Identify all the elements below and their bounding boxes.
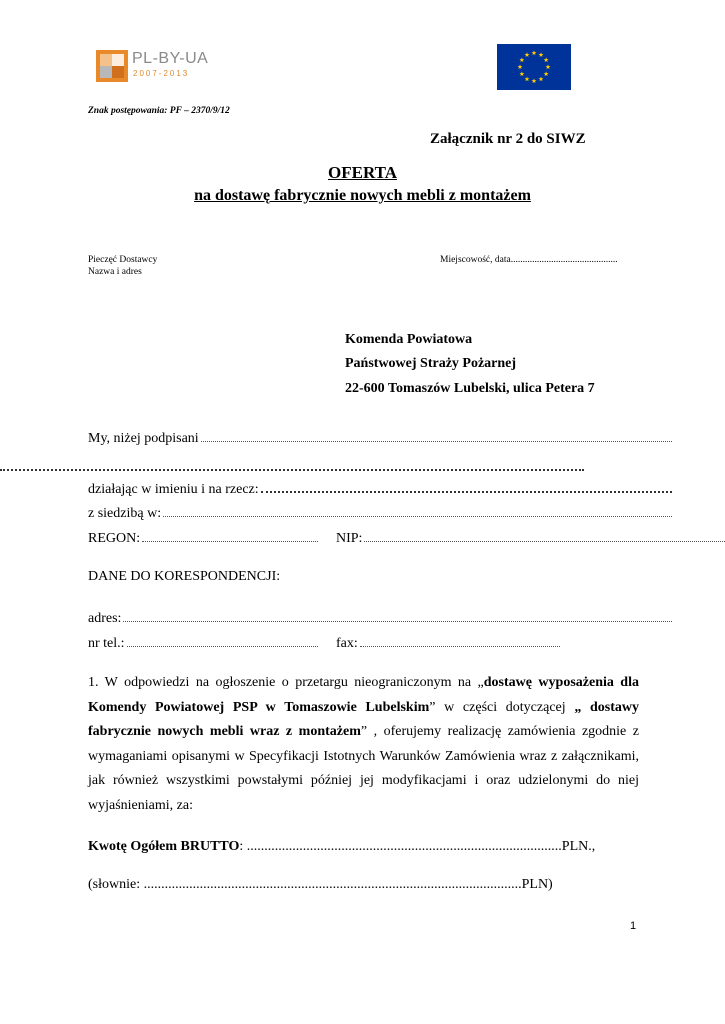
phone-field[interactable] [127,634,318,647]
paragraph-bold-2: „ dostawy fabrycznie nowych mebli wraz z montażem [88,699,640,739]
recipient-line-3: 22-600 Tomaszów Lubelski, ulica Petera 7 [345,381,595,396]
fax-field[interactable] [360,634,560,647]
offer-paragraph [88,671,639,818]
paragraph-text-3: ” , oferujemy realizację zamówienia zgodnie z wymaganiami opisanymi w Specyfikacji Istotnych Warunków Zamówienia wraz z załącznikami, jak również wszystkimi powstałymi później jej modyfikacjami i oraz udzielonymi do niej wyjaśnieniami, za: [88,724,639,813]
regon-row [88,529,318,547]
seat-label: z siedzibą w: [88,506,162,521]
place-date-field: Miejscowość, data............................................. [440,255,618,265]
correspondence-heading [88,569,280,585]
paragraph-text-2: ” w części dotyczącej [429,699,575,715]
nip-field[interactable] [364,529,725,542]
address-row [88,609,672,627]
seat-row [88,504,672,522]
fax-label: fax: [336,636,358,651]
paragraph-text-1: 1. W odpowiedzi na ogłoszenie o przetargu nieograniczonym na „ [88,675,484,690]
amount-in-words-row[interactable]: (słownie: ............................................................................................................PLN) [88,877,553,892]
recipient-line-1: Komenda Powiatowa [345,332,473,347]
page-number: 1 [630,920,637,932]
logo-years: 2007-2013 [133,69,190,78]
phone-label: nr tel.: [88,636,125,651]
signed-continuation-field[interactable] [0,455,584,471]
acting-row [88,479,672,498]
gross-amount-row [88,839,595,855]
pl-by-ua-logo-icon [96,50,128,82]
logo-text: PL-BY-UA [132,50,209,67]
signed-field[interactable] [201,429,672,442]
gross-label: Kwotę Ogółem BRUTTO [88,839,240,854]
gross-field[interactable]: : ..........................................................................................PLN., [239,839,596,854]
signed-row [88,429,672,447]
signed-label: My, niżej podpisani [88,431,199,446]
nip-label: NIP: [336,531,363,546]
case-reference: Znak postępowania: PF – 2370/9/12 [88,106,230,116]
phone-row [88,634,318,652]
regon-field[interactable] [142,529,318,542]
nip-row [336,529,725,547]
recipient-line-2: Państwowej Straży Pożarnej [345,356,517,371]
address-label: adres: [88,611,122,626]
eu-flag-icon [497,44,571,90]
acting-field[interactable] [261,479,672,493]
supplier-stamp-label: Pieczęć Dostawcy [88,255,158,265]
attachment-label: Załącznik nr 2 do SIWZ [430,131,586,147]
paragraph-bold-1: dostawę wyposażenia dla Komendy Powiatowej PSP w Tomaszowie Lubelskim [88,675,639,715]
address-field[interactable] [123,609,672,622]
page-subtitle: na dostawę fabrycznie nowych mebli z montażem [194,187,531,204]
supplier-name-address-label: Nazwa i adres [88,267,142,277]
acting-label: działając w imieniu i na rzecz: [88,482,259,497]
fax-row [336,634,560,652]
correspondence-heading-text: DANE DO KORESPONDENCJI: [88,569,281,584]
regon-label: REGON: [88,531,141,546]
seat-field[interactable] [163,504,672,517]
page-title: OFERTA [328,163,397,182]
